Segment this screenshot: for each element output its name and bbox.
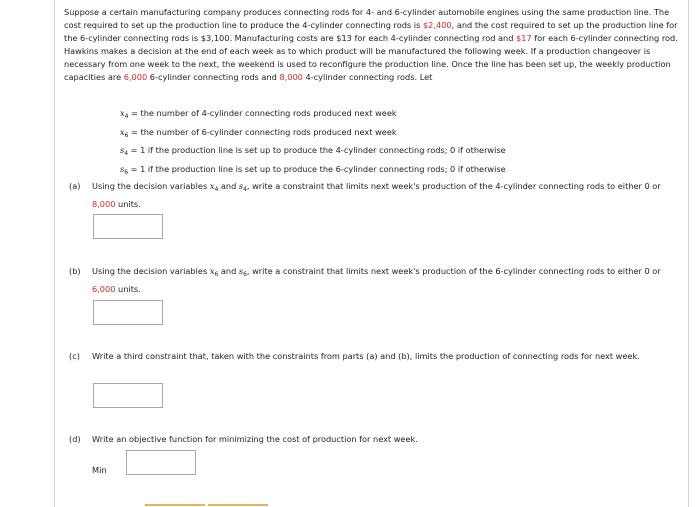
definition-s6: $s_6 = 1$ if the production line is set up to produce the 6-cylinder connecting rods; 0 if otherwise [120, 163, 506, 176]
bottom-highlight-bar-right [208, 504, 268, 506]
part-a-answer-input[interactable] [93, 214, 163, 239]
left-border [54, 0, 55, 507]
capacity-4cyl: 8,000 [279, 72, 303, 82]
part-b-question: (b) Using the decision variables $x_6$ and $s_6$, write a constraint that limits next week's production of the 6-cylinder connecting rods to either 0 or 6,000 units. [69, 266, 661, 294]
part-c-question: (c) Write a third constraint that, taken with the constraints from parts (a) and (b), limits the production of connecting rods for next week. [69, 351, 640, 361]
part-c-answer-input[interactable] [93, 383, 163, 408]
min-label: Min [92, 465, 107, 475]
setup-cost-4cyl: $2,400 [422, 20, 452, 30]
bottom-highlight-bar-left [145, 504, 205, 506]
problem-statement: Suppose a certain manufacturing company produces connecting rods for 4- and 6-cylinder automobile engines using the same production line. The cost required to set up the production line to produce the 4-cylinder connecting rods is $2,400, and the cost required to set up the production line for the 6-cylinder connecting rods is $3,100. Manufacturing costs are $13 for each 4-cylinder connecting rod and $17 for each 6-cylinder connecting rod. Hawkins makes a decision at the end of each week as to which product will be manufactured the following week. If a production changeover is necessary from one week to the next, the weekend is used to reconfigure the production line. Once the line has been set up, the weekly production capacities are 6,000 6-cylinder connecting rods and 8,000 4-cylinder connecting rods. Let [64, 7, 678, 82]
objective-function-input[interactable] [126, 450, 196, 475]
part-a-question: (a) Using the decision variables $x_4$ and $s_4$, write a constraint that limits next week's production of the 4-cylinder connecting rods to either 0 or 8,000 units. [69, 181, 661, 209]
definition-s4: $s_4 = 1$ if the production line is set up to produce the 4-cylinder connecting rods; 0 if otherwise [120, 145, 506, 157]
part-b-answer-input[interactable] [93, 300, 163, 325]
capacity-6cyl: 6,000 [123, 72, 148, 82]
mfg-cost-6cyl: $17 [516, 33, 532, 43]
variable-definitions [120, 106, 506, 180]
definition-x4: $x_4$ = the number of 4-cylinder connecting rods produced next week [120, 108, 397, 120]
right-border [688, 0, 689, 507]
definition-x6: $x_6$ = the number of 6-cylinder connecting rods produced next week [120, 126, 397, 139]
part-d-question: (d) Write an objective function for minimizing the cost of production for next week. [69, 434, 418, 444]
